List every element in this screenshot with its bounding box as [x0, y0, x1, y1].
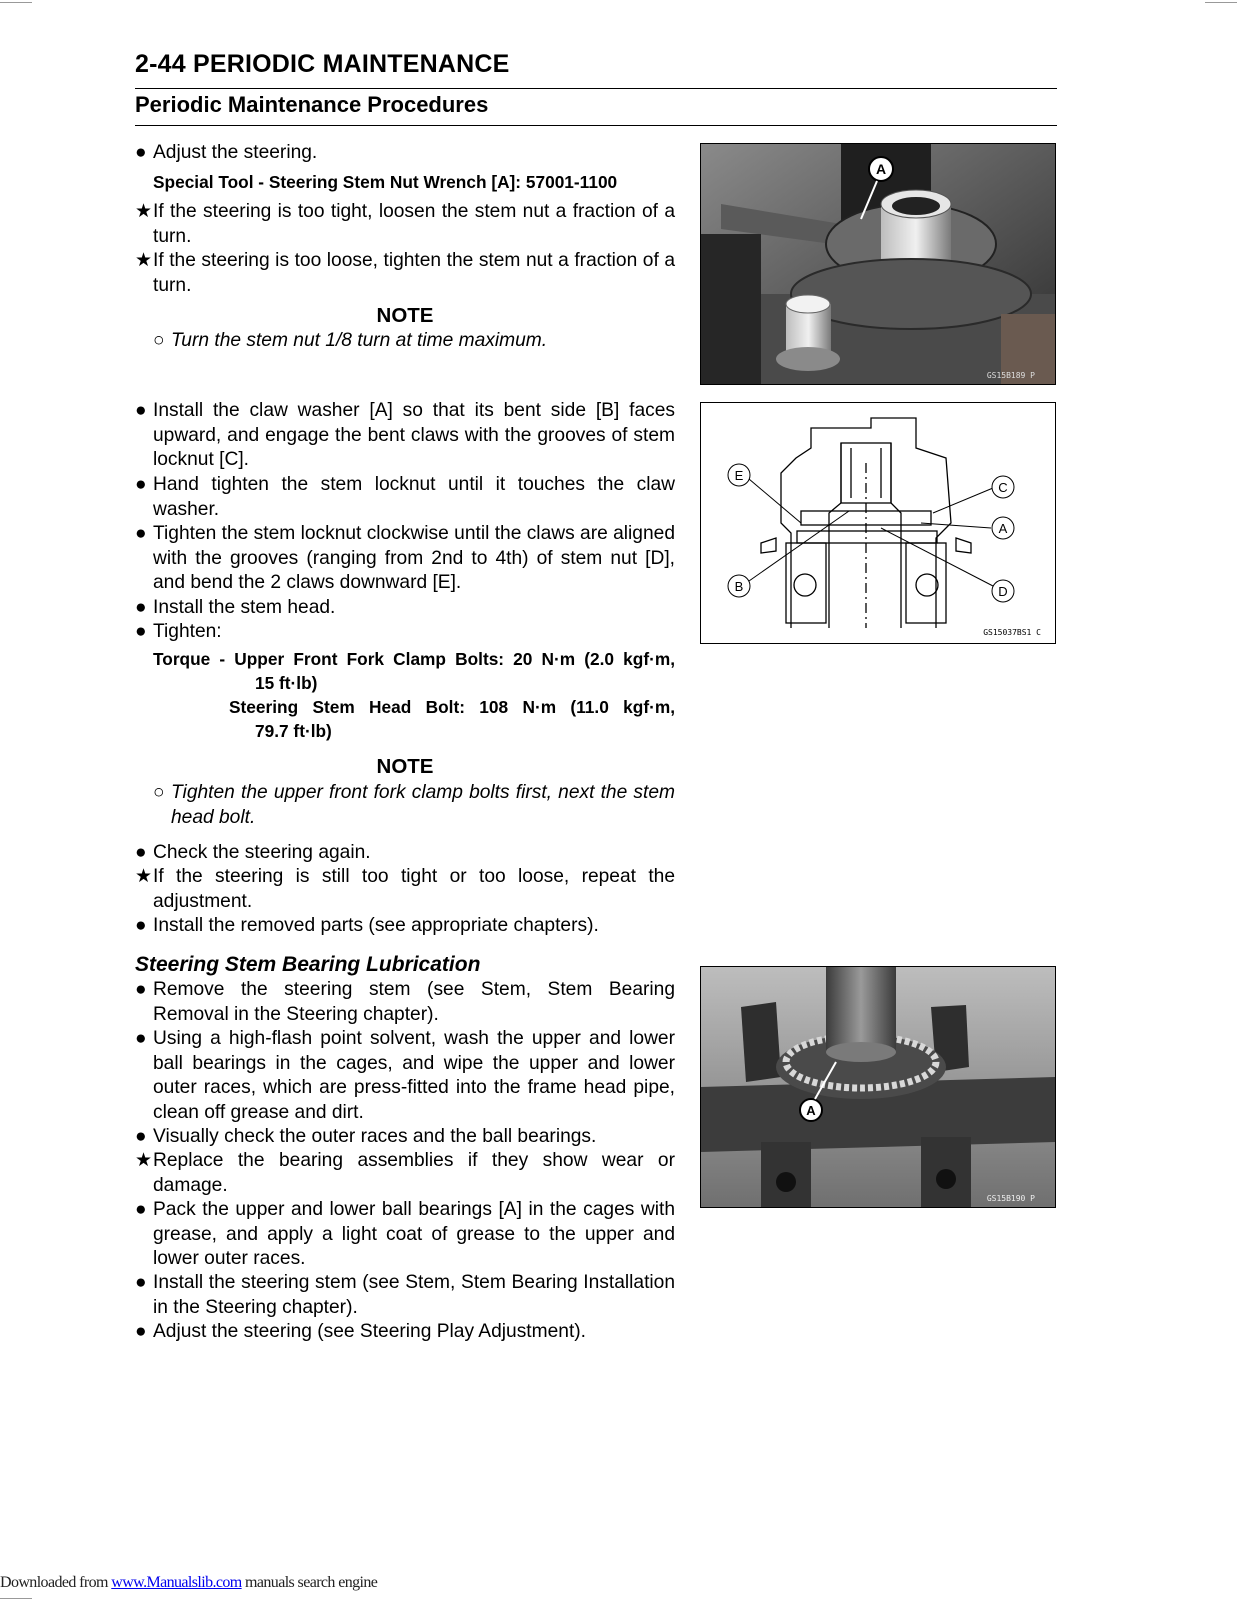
figure-stem-cross-section [700, 402, 1056, 644]
diagram-label-c: C [998, 480, 1008, 495]
star-marker: ★ [135, 1150, 153, 1171]
bullet-marker: ● [135, 1272, 147, 1293]
figure-stem-nut-wrench-photo [700, 143, 1056, 385]
torque-line-1: Torque - Upper Front Fork Clamp Bolts: 20 N·m (2.0 kgf·m, [153, 649, 675, 669]
crop-mark [0, 2, 32, 3]
download-footer: Downloaded from www.Manualslib.com manuals search engine [0, 1574, 378, 1591]
diagram-label-a: A [998, 521, 1008, 536]
torque-line-1-cont: 15 ft·lb) [255, 673, 318, 693]
star-marker: ★ [135, 201, 153, 222]
note-heading: NOTE [376, 304, 434, 327]
bullet-marker: ● [135, 979, 147, 1000]
page-title: 2-44 PERIODIC MAINTENANCE [135, 50, 510, 78]
section-rule [135, 125, 1057, 126]
wrench-photo-illustration [701, 144, 1056, 385]
bullet-marker: ● [135, 1028, 147, 1049]
bullet-marker: ● [135, 523, 147, 544]
note-text: ○ Turn the stem nut 1/8 turn at time maximum. [153, 329, 675, 354]
diagram-label-e: E [734, 468, 744, 483]
bullet-marker: ● [135, 1199, 147, 1220]
diagram-label-b: B [734, 579, 744, 594]
step-too-tight: ★ If the steering is too tight, loosen the stem nut a fraction of a turn. [135, 201, 675, 247]
crop-mark [0, 1598, 32, 1599]
text-column [135, 141, 675, 1391]
step-too-loose: ★ If the steering is too loose, tighten the stem nut a fraction of a turn. [135, 250, 675, 296]
torque-line-2: Steering Stem Head Bolt: 108 N·m (11.0 kgf·m, [229, 697, 675, 717]
step-install-head: ● Install the stem head. [135, 596, 675, 621]
note-heading: NOTE [376, 755, 434, 778]
step-tighten-locknut: ● Tighten the stem locknut clockwise until the claws are aligned with the grooves (ranging from 2nd to 4th) of stem nut [D], and bend the 2 claws downward [E]. [135, 523, 675, 594]
special-tool: Special Tool - Steering Stem Nut Wrench [A]: 57001-1100 [153, 172, 618, 192]
step-pack: ● Pack the upper and lower ball bearings [A] in the cages with grease, and apply a light coat of grease to the upper and lower outer races. [135, 1199, 675, 1270]
step-remove-stem: ● Remove the steering stem (see Stem, Stem Bearing Removal in the Steering chapter). [135, 979, 675, 1025]
figure-label-a: A [806, 1103, 816, 1118]
lubrication-heading: Steering Stem Bearing Lubrication [135, 953, 481, 976]
figure-code: GS15037BS1 C [983, 628, 1041, 637]
star-marker: ★ [135, 250, 153, 271]
figure-label-a: A [875, 161, 887, 177]
step-install-stem: ● Install the steering stem (see Stem, Stem Bearing Installation in the Steering chapter). [135, 1272, 675, 1318]
bullet-marker: ● [135, 621, 147, 642]
figure-bearing-photo [700, 966, 1056, 1208]
step-install-washer: ● Install the claw washer [A] so that its bent side [B] faces upward, and engage the bent claws with the grooves of stem locknut [C]. [135, 400, 675, 471]
section-title: Periodic Maintenance Procedures [135, 92, 489, 117]
title-rule [135, 88, 1057, 89]
circle-marker: ○ [153, 330, 165, 351]
bullet-marker: ● [135, 474, 147, 495]
step-hand-tighten: ● Hand tighten the stem locknut until it touches the claw washer. [135, 474, 675, 520]
diagram-label-d: D [998, 584, 1008, 599]
torque-line-2-cont: 79.7 ft·lb) [255, 721, 332, 741]
step-adjust-play: ● Adjust the steering (see Steering Play Adjustment). [135, 1320, 675, 1345]
figure-code: GS15B190 P [986, 1194, 1035, 1203]
bullet-marker: ● [135, 915, 147, 936]
step-repeat: ★ If the steering is still too tight or too loose, repeat the adjustment. [135, 866, 675, 912]
step-adjust-steering: ● Adjust the steering. [135, 141, 675, 166]
bullet-marker: ● [135, 842, 147, 863]
bullet-marker: ● [135, 400, 147, 421]
step-tighten: ● Tighten: [135, 620, 675, 645]
note-text: ○ Tighten the upper front fork clamp bolts first, next the stem head bolt. [153, 782, 675, 828]
cross-section-diagram [701, 403, 1056, 644]
step-wash: ● Using a high-flash point solvent, wash the upper and lower ball bearings in the cages, and wipe the upper and lower outer races, which are press-fitted into the frame head pipe, clean off grease and dirt. [135, 1028, 675, 1123]
circle-marker: ○ [153, 782, 165, 803]
bullet-marker: ● [135, 142, 147, 163]
bullet-marker: ● [135, 1126, 147, 1147]
figure-code: GS15B189 P [986, 371, 1035, 380]
step-visual-check: ● Visually check the outer races and the ball bearings. [135, 1125, 675, 1150]
bearing-photo-illustration [701, 967, 1056, 1208]
manualslib-link[interactable]: www.Manualslib.com [111, 1574, 242, 1591]
step-install-removed: ● Install the removed parts (see appropriate chapters). [135, 914, 675, 939]
star-marker: ★ [135, 866, 153, 887]
bullet-marker: ● [135, 1321, 147, 1342]
bullet-marker: ● [135, 597, 147, 618]
step-replace: ★ Replace the bearing assemblies if they show wear or damage. [135, 1150, 675, 1196]
step-check-again: ● Check the steering again. [135, 841, 675, 866]
crop-mark [1205, 2, 1237, 3]
